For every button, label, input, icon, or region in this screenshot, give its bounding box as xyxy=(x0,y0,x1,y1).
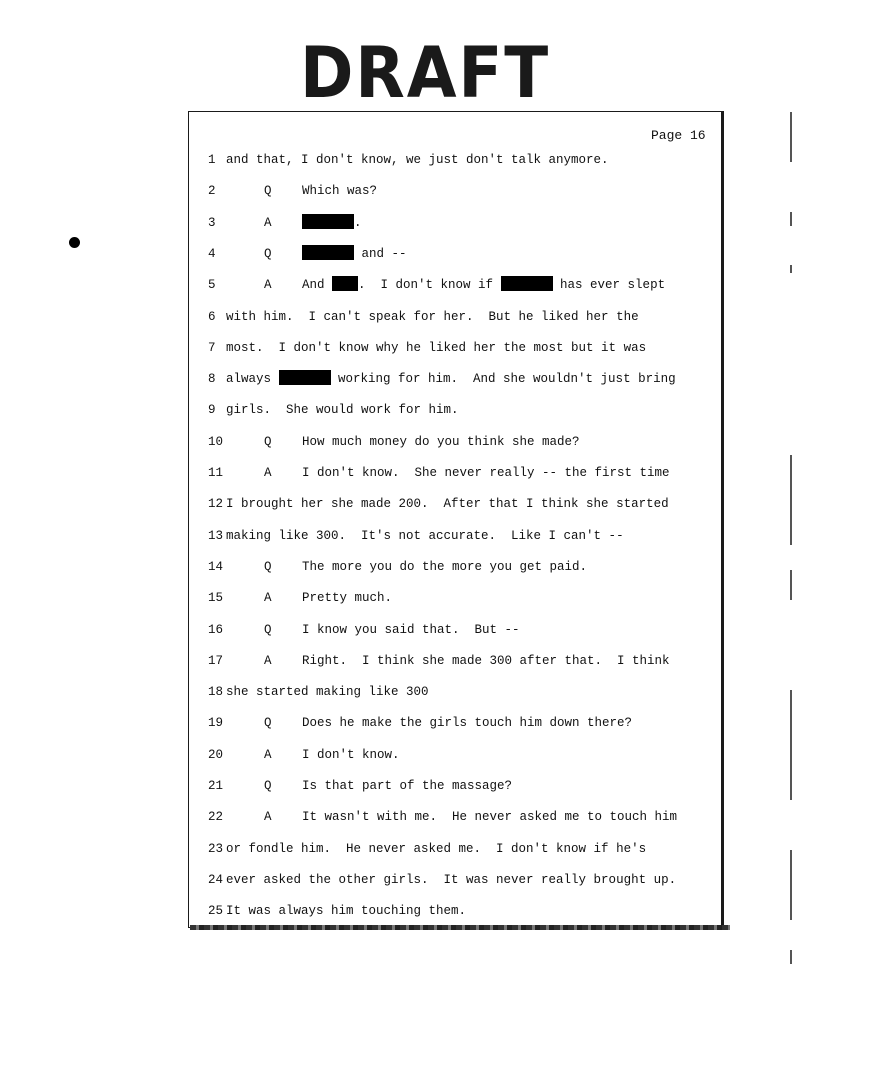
transcript-line xyxy=(208,902,466,920)
transcript-page-frame xyxy=(188,111,724,928)
text-run: and -- xyxy=(354,246,407,261)
text-run: And xyxy=(302,278,333,293)
line-number: 24 xyxy=(208,872,224,887)
text-run: making like 300. It's not accurate. Like I can't -- xyxy=(226,528,624,543)
scan-mark xyxy=(790,212,792,226)
line-number: 5 xyxy=(208,278,216,293)
line-text xyxy=(226,904,466,918)
line-text xyxy=(226,310,639,324)
redaction-block xyxy=(332,276,358,291)
line-text xyxy=(226,842,646,856)
line-number: 12 xyxy=(208,497,224,512)
scan-mark xyxy=(790,950,792,964)
text-run: How much money do you think she made? xyxy=(302,434,580,449)
text-run: has ever slept xyxy=(552,278,666,293)
line-number: 16 xyxy=(208,622,224,637)
text-run: with him. I can't speak for her. But he liked her the xyxy=(226,309,639,324)
line-text xyxy=(226,497,669,511)
line-text xyxy=(226,685,429,699)
speaker-label: A xyxy=(264,747,272,762)
transcript-line xyxy=(208,683,429,701)
speaker-label: Q xyxy=(264,184,272,199)
line-text xyxy=(302,777,512,795)
transcript-line xyxy=(208,495,669,513)
redaction-block xyxy=(279,370,331,385)
text-run: most. I don't know why he liked her the most but it was xyxy=(226,340,647,355)
transcript-line xyxy=(208,652,670,670)
line-text xyxy=(302,214,362,232)
speaker-label: Q xyxy=(264,779,272,793)
text-run: Does he make the girls touch him down there? xyxy=(302,716,633,731)
transcript-line xyxy=(208,214,362,232)
line-number: 1 xyxy=(208,153,216,167)
line-number: 3 xyxy=(208,215,216,230)
page-frame-bottom-edge xyxy=(190,925,730,930)
text-run: she started making like 300 xyxy=(226,685,429,700)
line-number: 14 xyxy=(208,559,224,574)
text-run: always xyxy=(226,372,279,387)
text-run: It wasn't with me. He never asked me to touch him xyxy=(302,810,678,825)
line-number: 11 xyxy=(208,466,224,480)
transcript-line xyxy=(208,339,646,357)
text-run: I don't know. She never really -- the first time xyxy=(302,466,670,480)
transcript-line xyxy=(208,151,609,169)
transcript-line xyxy=(208,558,588,576)
bullet-mark xyxy=(69,237,80,248)
line-number: 22 xyxy=(208,810,224,825)
transcript-line xyxy=(208,276,666,294)
line-text xyxy=(302,746,400,764)
transcript-line xyxy=(208,808,678,826)
transcript-line xyxy=(208,621,520,639)
page-number: Page 16 xyxy=(651,128,706,143)
scan-mark xyxy=(790,112,792,162)
speaker-label: Q xyxy=(264,716,272,731)
text-run: and that, I don't know, we just don't talk anymore. xyxy=(226,153,609,167)
scan-mark xyxy=(790,690,792,800)
line-text xyxy=(302,245,407,263)
line-number: 13 xyxy=(208,528,224,543)
line-text xyxy=(302,589,392,607)
transcript-line xyxy=(208,308,639,326)
transcript-line xyxy=(208,777,513,795)
line-number: 4 xyxy=(208,246,216,261)
speaker-label: A xyxy=(264,653,272,668)
line-text xyxy=(226,341,646,355)
text-run: Pretty much. xyxy=(302,591,393,606)
line-text xyxy=(226,873,676,887)
line-text xyxy=(226,372,676,386)
speaker-label: Q xyxy=(264,246,272,261)
speaker-label: A xyxy=(264,810,272,825)
line-text xyxy=(302,558,587,576)
line-text xyxy=(302,652,670,670)
speaker-label: A xyxy=(264,466,272,480)
text-run: . I don't know if xyxy=(358,278,501,293)
text-run: girls. She would work for him. xyxy=(226,403,459,418)
line-number: 25 xyxy=(208,904,224,919)
scan-mark xyxy=(790,850,792,920)
speaker-label: A xyxy=(264,215,272,230)
line-number: 10 xyxy=(208,434,224,449)
transcript-line xyxy=(208,401,459,419)
line-text xyxy=(302,433,580,451)
line-text xyxy=(302,464,670,482)
text-run: working for him. And she wouldn't just bring xyxy=(330,372,676,387)
speaker-label: Q xyxy=(264,559,272,574)
transcript-line xyxy=(208,182,378,200)
transcript-line xyxy=(208,527,624,545)
line-number: 18 xyxy=(208,685,224,700)
text-run: It was always him touching them. xyxy=(226,904,467,919)
text-run: The more you do the more you get paid. xyxy=(302,559,588,574)
line-number: 8 xyxy=(208,372,216,387)
text-run: Right. I think she made 300 after that. I think xyxy=(302,653,670,668)
line-text xyxy=(226,529,624,543)
speaker-label: A xyxy=(264,591,272,606)
transcript-line xyxy=(208,840,646,858)
line-number: 20 xyxy=(208,747,224,762)
transcript-line xyxy=(208,433,580,451)
text-run: . xyxy=(354,215,362,230)
text-run: I know you said that. But -- xyxy=(302,622,520,637)
transcript-line xyxy=(208,370,676,388)
line-text xyxy=(302,808,677,826)
redaction-block xyxy=(302,214,354,229)
line-number: 17 xyxy=(208,653,224,668)
line-text xyxy=(302,276,665,294)
line-number: 19 xyxy=(208,716,224,731)
line-number: 15 xyxy=(208,591,224,606)
speaker-label: Q xyxy=(264,622,272,637)
speaker-label: A xyxy=(264,278,272,293)
line-number: 7 xyxy=(208,340,216,355)
text-run: I brought her she made 200. After that I think she started xyxy=(226,497,669,512)
speaker-label: Q xyxy=(264,434,272,449)
text-run: or fondle him. He never asked me. I don't know if he's xyxy=(226,841,647,856)
scan-mark xyxy=(790,265,792,273)
transcript-line xyxy=(208,714,633,732)
line-number: 9 xyxy=(208,403,216,418)
scan-mark xyxy=(790,570,792,600)
draft-stamp: DRAFT xyxy=(300,32,551,114)
transcript-line xyxy=(208,871,676,889)
text-run: ever asked the other girls. It was never really brought up. xyxy=(226,872,677,887)
transcript-line xyxy=(208,589,393,607)
line-text xyxy=(302,182,377,200)
line-number: 23 xyxy=(208,841,224,856)
text-run: I don't know. xyxy=(302,747,400,762)
line-text xyxy=(226,153,609,167)
transcript-line xyxy=(208,746,400,764)
redaction-block xyxy=(501,276,553,291)
line-number: 6 xyxy=(208,309,216,324)
text-run: Which was? xyxy=(302,184,378,199)
line-number: 2 xyxy=(208,184,216,199)
line-text xyxy=(302,621,520,639)
line-text xyxy=(302,714,632,732)
redaction-block xyxy=(302,245,354,260)
line-number: 21 xyxy=(208,779,224,793)
text-run: Is that part of the massage? xyxy=(302,779,513,793)
scan-mark xyxy=(790,455,792,545)
transcript-line xyxy=(208,245,407,263)
line-text xyxy=(226,403,459,417)
transcript-line xyxy=(208,464,670,482)
